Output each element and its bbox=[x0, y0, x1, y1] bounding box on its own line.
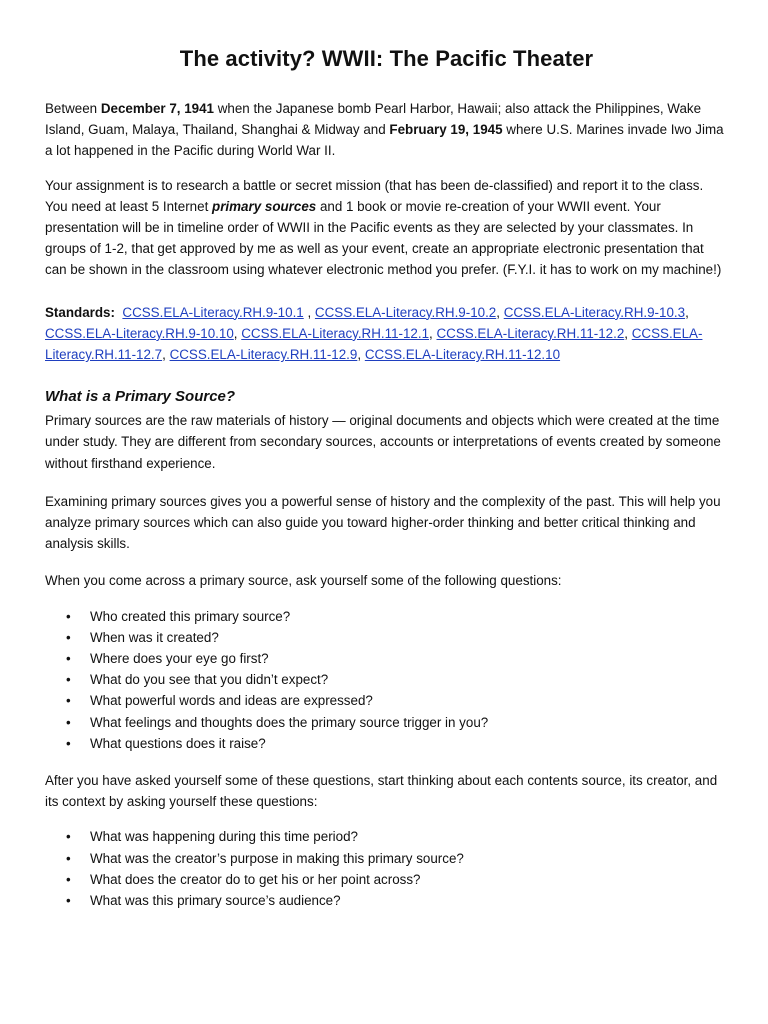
standard-link[interactable]: CCSS.ELA-Literacy.RH.11-12.7 bbox=[45, 325, 703, 363]
intro-date-end: February 19, 1945 bbox=[389, 122, 503, 138]
assignment-emphasis: primary sources bbox=[212, 198, 317, 214]
after-paragraph: After you have asked yourself some of these questions, start thinking about each contents source, its creator, and its context by asking yourself these questions: bbox=[45, 773, 718, 810]
list-item-text: What was this primary source’s audience? bbox=[90, 893, 341, 909]
list-item bbox=[45, 690, 728, 711]
page-title: The activity? WWII: The Pacific Theater bbox=[179, 46, 594, 71]
intro-date-start: December 7, 1941 bbox=[100, 101, 214, 116]
list-item-text: What was the creator’s purpose in making this primary source? bbox=[90, 850, 464, 866]
standard-link[interactable]: CCSS.ELA-Literacy.RH.9-10.1 bbox=[122, 304, 304, 320]
standards-label: Standards: bbox=[45, 304, 115, 320]
bullet-icon: • bbox=[66, 850, 71, 866]
bullet-icon: • bbox=[66, 608, 71, 624]
list-item bbox=[45, 648, 728, 669]
list-item bbox=[45, 606, 728, 627]
assignment-text-1: Your assignment is to research a battle or secret mission (that has been de-classified) and report it to the class. You need at least 5 Internet bbox=[45, 177, 704, 214]
standard-link[interactable]: CCSS.ELA-Literacy.RH.11-12.10 bbox=[364, 347, 561, 363]
standards-separator: , bbox=[162, 347, 170, 363]
bullet-icon: • bbox=[66, 735, 71, 751]
questions-lead-paragraph: When you come across a primary source, ask yourself some of the following questions: bbox=[45, 573, 562, 589]
bullet-icon: • bbox=[66, 714, 71, 730]
standard-link[interactable]: CCSS.ELA-Literacy.RH.11-12.1 bbox=[241, 325, 430, 341]
primary-source-heading: What is a Primary Source? bbox=[45, 388, 236, 406]
list-item bbox=[45, 733, 728, 754]
standards-separator: , bbox=[233, 325, 242, 341]
standards-separator: , bbox=[357, 347, 365, 363]
standards-separator: , bbox=[429, 325, 437, 341]
intro-text-1: Between bbox=[45, 101, 101, 116]
questions-list-2 bbox=[45, 826, 728, 911]
standard-link[interactable]: CCSS.ELA-Literacy.RH.9-10.10 bbox=[45, 325, 234, 341]
standards-separator: , bbox=[496, 304, 504, 320]
questions-list-1 bbox=[45, 606, 728, 754]
standard-link[interactable]: CCSS.ELA-Literacy.RH.11-12.2 bbox=[436, 325, 625, 341]
definition-paragraph: Primary sources are the raw materials of history — original documents and objects which were created at the time under study. They are different from secondary sources, accounts or interpretations of events created by someone without firsthand experience. bbox=[45, 413, 721, 471]
list-item bbox=[45, 848, 728, 869]
bullet-icon: • bbox=[66, 651, 71, 667]
list-item bbox=[45, 627, 728, 648]
standard-link[interactable]: CCSS.ELA-Literacy.RH.9-10.2 bbox=[314, 304, 497, 320]
list-item bbox=[45, 669, 728, 690]
list-item bbox=[45, 712, 728, 733]
bullet-icon: • bbox=[66, 829, 71, 845]
standard-link[interactable]: CCSS.ELA-Literacy.RH.11-12.9 bbox=[169, 347, 358, 363]
standards-separator: , bbox=[685, 304, 689, 320]
list-item-text: Where does your eye go first? bbox=[90, 651, 269, 667]
assignment-text-2: and 1 book or movie re-creation of your WWII event. Your presentation will be in timeline order of WWII in the Pacific events as they are selected by your classmates. In groups of 1-2, that get approved by me as well as your event, create an appropriate electronic presentation that can be shown in the classroom using whatever electronic method you prefer. (F.Y.I. it has to work on my machine!) bbox=[45, 198, 722, 278]
list-item-text: What feelings and thoughts does the primary source trigger in you? bbox=[90, 714, 489, 730]
standard-link[interactable]: CCSS.ELA-Literacy.RH.9-10.3 bbox=[503, 304, 686, 320]
list-item-text: What questions does it raise? bbox=[90, 735, 266, 751]
list-item bbox=[45, 826, 728, 847]
list-item-text: When was it created? bbox=[90, 629, 219, 645]
list-item bbox=[45, 869, 728, 890]
intro-text-2: when the Japanese bomb Pearl Harbor, Hawaii; also attack the Philippines, Wake Island, Guam, Malaya, Thailand, Shanghai & Midway and bbox=[45, 101, 702, 138]
bullet-icon: • bbox=[66, 871, 71, 887]
list-item bbox=[45, 890, 728, 911]
list-item-text: Who created this primary source? bbox=[90, 608, 291, 624]
list-item-text: What was happening during this time period? bbox=[90, 829, 358, 845]
standards-separator: , bbox=[624, 325, 632, 341]
intro-paragraph bbox=[45, 98, 728, 162]
bullet-icon: • bbox=[66, 893, 71, 909]
examining-paragraph: Examining primary sources gives you a powerful sense of history and the complexity of the past. This will help you analyze primary sources which can also guide you toward higher-order thinking and better critical thinking and analysis skills. bbox=[45, 493, 721, 552]
bullet-icon: • bbox=[66, 693, 71, 709]
intro-text-3: where U.S. Marines invade Iwo Jima a lot happened in the Pacific during World War II. bbox=[45, 122, 724, 159]
assignment-paragraph bbox=[45, 175, 728, 281]
list-item-text: What powerful words and ideas are expressed? bbox=[90, 693, 373, 709]
standards-paragraph bbox=[45, 302, 728, 366]
standards-separator: , bbox=[303, 304, 315, 320]
bullet-icon: • bbox=[66, 629, 71, 645]
list-item-text: What do you see that you didn’t expect? bbox=[90, 672, 329, 688]
bullet-icon: • bbox=[66, 672, 71, 688]
list-item-text: What does the creator do to get his or her point across? bbox=[90, 871, 421, 887]
